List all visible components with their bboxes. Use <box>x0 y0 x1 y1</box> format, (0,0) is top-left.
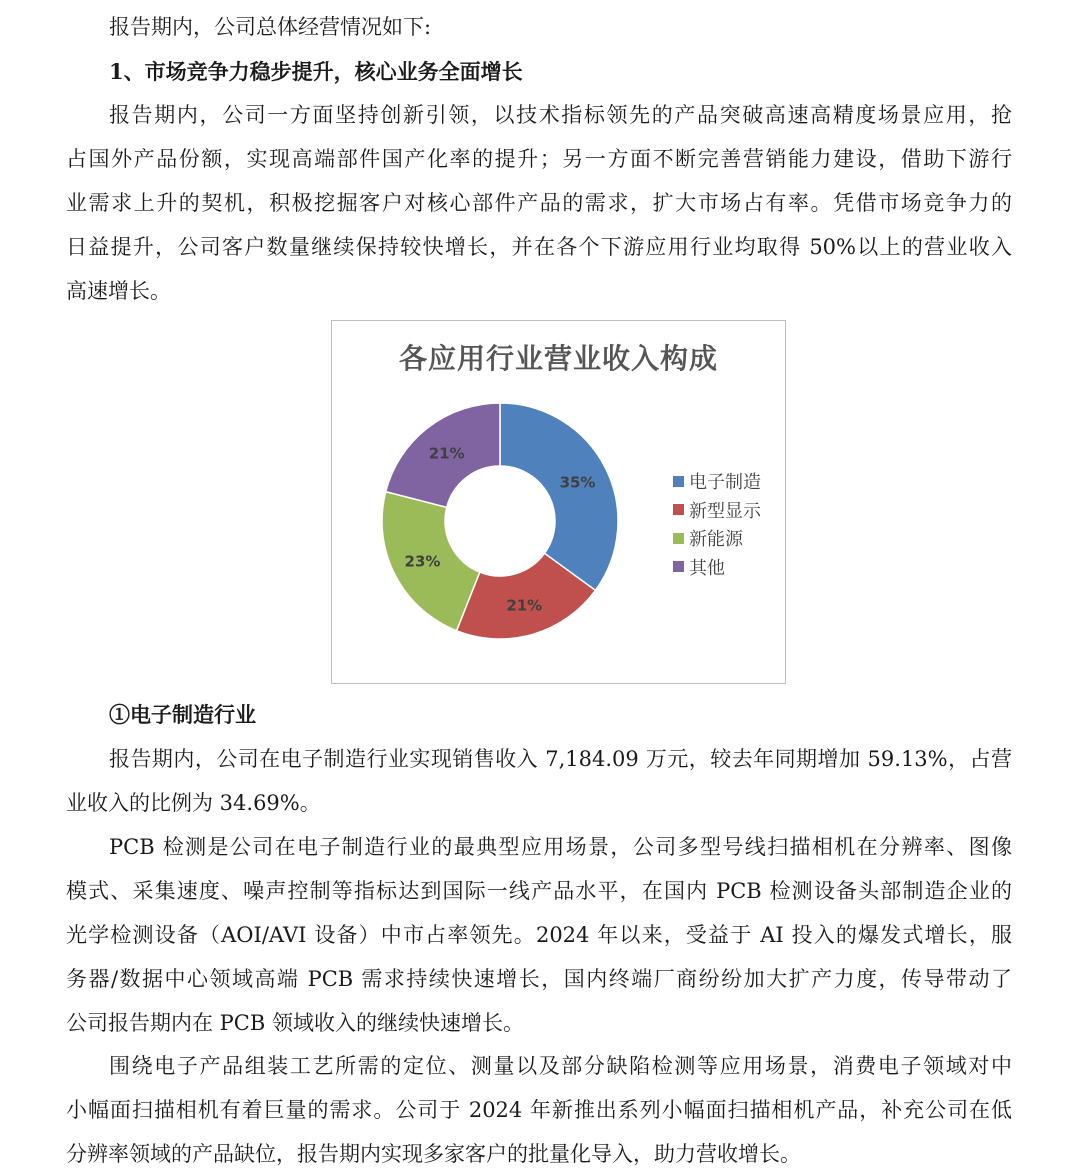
chart-title: 各应用行业营业收入构成 <box>398 342 718 375</box>
paragraph-line: 公司报告期内在 PCB 领域收入的继续快速增长。 <box>66 1011 524 1035</box>
paragraph-line: 高速增长。 <box>66 279 171 303</box>
donut-slice-0 <box>500 403 618 590</box>
paragraph-line: 业需求上升的契机，积极挖掘客户对核心部件产品的需求，扩大市场占有率。凭借市场竞争力的 <box>66 191 1012 215</box>
paragraph-line: 业收入的比例为 34.69%。 <box>66 791 321 815</box>
intro-text: 报告期内，公司总体经营情况如下: <box>109 15 432 39</box>
paragraph-line: 占国外产品份额，实现高端部件国产化率的提升；另一方面不断完善营销能力建设，借助下游行 <box>66 147 1012 171</box>
paragraph-line: 模式、采集速度、噪声控制等指标达到国际一线产品水平，在国内 PCB 检测设备头部制造企业的 <box>66 879 1012 903</box>
legend-item <box>673 467 761 496</box>
donut-data-label: 21% <box>506 596 543 615</box>
paragraph-line: 光学检测设备（AOI/AVI 设备）中市占率领先。2024 年以来，受益于 AI 投入的爆发式增长，服 <box>66 923 1012 947</box>
legend-swatch <box>673 476 684 487</box>
legend-swatch <box>673 561 684 572</box>
paragraph-line: 分辨率领域的产品缺位，报告期内实现多家客户的批量化导入，助力营收增长。 <box>66 1142 801 1166</box>
legend-item <box>673 553 761 582</box>
section-heading: 1、市场竞争力稳步提升，核心业务全面增长 <box>109 59 523 84</box>
legend-item <box>673 496 761 525</box>
paragraph-line: 报告期内，公司一方面坚持创新引领，以技术指标领先的产品突破高速高精度场景应用，抢 <box>109 103 1012 127</box>
paragraph-line: PCB 检测是公司在电子制造行业的最典型应用场景，公司多型号线扫描相机在分辨率、图像 <box>109 835 1012 859</box>
subsection-heading: ①电子制造行业 <box>109 702 256 727</box>
legend-label: 电子制造 <box>689 472 761 494</box>
donut-data-label: 23% <box>404 552 441 571</box>
legend-swatch <box>673 533 684 544</box>
paragraph-line: 务器/数据中心领域高端 PCB 需求持续快速增长，国内终端厂商纷纷加大扩产力度，传导带动了 <box>66 967 1012 991</box>
legend-label: 新型显示 <box>689 500 761 522</box>
paragraph-line: 小幅面扫描相机有着巨量的需求。公司于 2024 年新推出系列小幅面扫描相机产品，补充公司在低 <box>66 1098 1012 1122</box>
revenue-composition-chart <box>331 320 786 684</box>
legend-swatch <box>673 504 684 515</box>
paragraph-line: 报告期内，公司在电子制造行业实现销售收入 7,184.09 万元，较去年同期增加 59.13%，占营 <box>109 747 1012 771</box>
legend-item <box>673 524 761 553</box>
legend-label: 其他 <box>689 557 725 579</box>
donut-data-label: 21% <box>428 444 465 463</box>
legend-label: 新能源 <box>689 529 743 551</box>
paragraph-line: 围绕电子产品组装工艺所需的定位、测量以及部分缺陷检测等应用场景，消费电子领域对中 <box>109 1054 1012 1078</box>
chart-legend <box>673 467 761 581</box>
donut-data-label: 35% <box>559 473 596 492</box>
paragraph-line: 日益提升，公司客户数量继续保持较快增长，并在各个下游应用行业均取得 50%以上的营业收入 <box>66 235 1012 259</box>
